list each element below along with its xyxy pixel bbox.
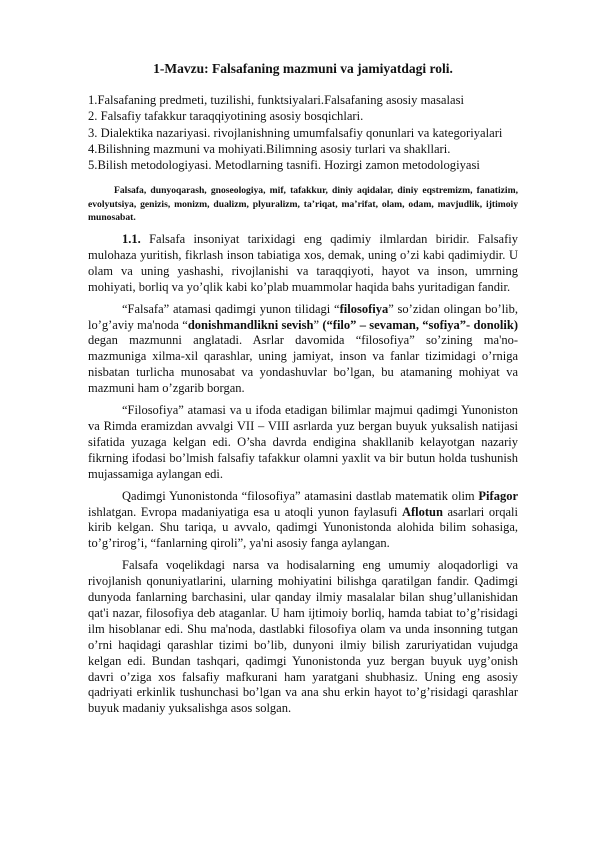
paragraph-text: ishlatgan. Evropa madaniyatiga esa u atoqli yunon faylasufi — [88, 504, 402, 519]
outline-item: 5.Bilish metodologiyasi. Metodlarning tasnifi. Hozirgi zamon metodologiyasi — [88, 158, 480, 173]
bold-term: donishmandlikni sevish — [187, 317, 314, 332]
bold-term: (“filo” – sevaman, “sofiya”- donolik) — [322, 317, 518, 332]
outline-item: 2. Falsafiy tafakkur taraqqiyotining asosiy bosqichlari. — [88, 109, 364, 124]
keywords-text: Falsafa, dunyoqarash, gnoseologiya, mif, tafakkur, diniy aqidalar, diniy eqstremizm, fanatizim, evolyutsiya, genizis, monizm, dualizm, plyuralizm, ta’riqat, ma’rifat, olam, odam, mavjudlik, ijtimoiy munosabat. — [88, 185, 518, 224]
keywords-block — [88, 184, 518, 225]
paragraph-text: degan mazmunni anglatadi. Asrlar davomida “filosofiya” so’zining ma'no-mazmuniga xilma-xil qarashlar, uning jamiyat, inson va fanlar tizimidagi o’rniga nisbatan turlicha munosabat va yondashuvlar bo’lgan, bu atamaning mohiyat va mazmuni ham o’zgarib borgan. — [88, 333, 518, 396]
paragraph-text: “Falsafa” atamasi qadimgi yunon tilidagi “ — [122, 301, 340, 316]
bold-term: Pifagor — [478, 488, 518, 503]
topic-outline — [88, 92, 538, 173]
bold-term: Aflotun — [401, 504, 443, 519]
paragraph-text: ” so’zidan olingan bo’lib, lo’g’aviy ma'noda “ — [88, 301, 518, 332]
outline-item: 3. Dialektika nazariyasi. rivojlanishning umumfalsafiy qonunlari va kategoriyalari — [88, 125, 503, 140]
paragraph-5: Falsafa voqelikdagi narsa va hodisalarning eng umumiy aloqadorligi va rivojlanish qonuniyatlarini, ularning mohiyatini bilishga qaratilgan fandir. Qadimgi dunyoda fanlarning barchasini, ular qanday ilmiy masalalar bilan shug’ullanishidan qat'i nazar, filosofiya deb ataganlar. U ham ijtimoiy borliq, hamda tabiat to’g’risidagi ilm hisoblanar edi. Shu ma'noda, dastlabki filosofiya olam va unda insonning tutgan o’rni haqidagi qarashlar tizimi bo’lib, dunyoni ilmiy bilish zaruriyatidan vujudga kelgan edi. Bundan tashqari, qadimgi Yunonistonda yuz bergan buyuk uyg’onish davri o’ziga xos falsafiy mafkurani ham yaratgani shubhasiz. Uning eng asosiy qadriyati erkinlik tushunchasi bo’lgan va ana shu erkin hayot to’g’risidagi qarashlar buyuk madaniy yuksalishga asos solgan. — [88, 558, 518, 716]
section-number: 1.1. — [122, 232, 141, 246]
outline-item: 1.Falsafaning predmeti, tuzilishi, funktsiyalari.Falsafaning asosiy masalasi — [88, 93, 464, 107]
paragraph-text: Qadimgi Yunonistonda “filosofiya” atamasini dastlab matematik olim — [122, 488, 479, 503]
page-title: 1-Mavzu: Falsafaning mazmuni va jamiyatdagi roli. — [153, 61, 453, 76]
paragraph-text: Falsafa insoniyat tarixidagi eng qadimiy ilmlardan biridir. Falsafiy mulohaza yuritish, fikrlash inson tabiatiga xos, demak, uning o’zi kabi qadimiydir. U olam va uning yashashi, rivojlanishi va taraqqiyoti, hayot va inson, umrning mohiyati, borliq va yo’qlik kabi ko’plab muammolar haqida bahs yuritadigan fandir. — [88, 232, 518, 294]
paragraph-2 — [88, 302, 518, 397]
paragraph-3: “Filosofiya” atamasi va u ifoda etadigan bilimlar majmui qadimgi Yunoniston va Rimda eramizdan avvalgi VII – VIII asrlarda yuz bergan buyuk yuksalish natijasi sifatida yuzaga kelgan edi. O’sha davrda endigina shakllanib kelayotgan nazariy fikrning ifodasi bo’lmish falsafiy tafakkur olamni yaxlit va bir butun holda tushunish mujassamiga aylangan edi. — [88, 403, 518, 481]
paragraph-4 — [88, 489, 518, 553]
outline-item: 4.Bilishning mazmuni va mohiyati.Bilimning asosiy turlari va shakllari. — [88, 141, 451, 156]
paragraph-text: ” — [313, 317, 323, 332]
paragraph-text: asarlari orqali kirib kelgan. Shu tariqa, u avvalo, qadimgi Yunonistonda alohida bilim sohasiga, to’g’rirog’i, “fanlarning qiroli”, ya'ni asosiy fanga aylangan. — [88, 504, 519, 551]
paragraph-1 — [88, 232, 518, 296]
body-text — [88, 232, 518, 723]
bold-term: filosofiya — [339, 301, 389, 316]
